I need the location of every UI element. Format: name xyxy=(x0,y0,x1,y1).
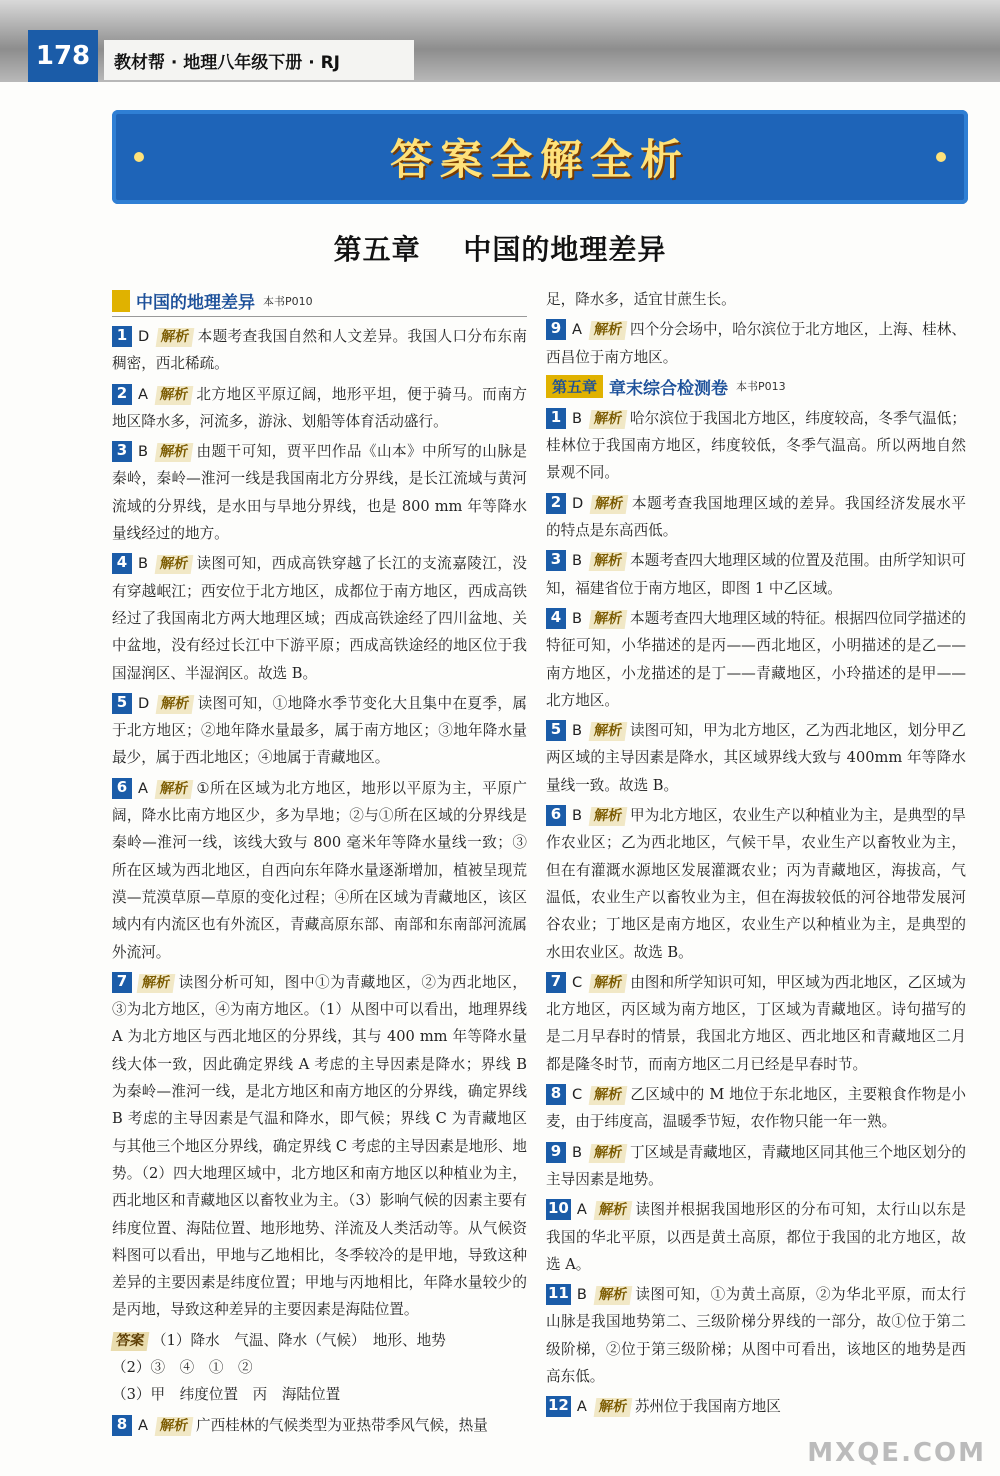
chapter-name: 中国的地理差异 xyxy=(463,233,667,266)
continued-text: 足，降水多，适宜甘蔗生长。 xyxy=(546,291,736,308)
item-number: 6 xyxy=(546,805,566,826)
answer-item xyxy=(546,1139,966,1194)
item-number: 7 xyxy=(112,972,132,993)
answer-item xyxy=(546,547,966,602)
analysis-tag: 解析 xyxy=(137,974,176,993)
chapter-number: 第五章 xyxy=(333,233,421,266)
key-answer-line: （2）③ ④ ① ② xyxy=(112,1358,253,1376)
item-text: 读图并根据我国地形区的分布可知，太行山以东是我国的华北平原，以西是黄土高原，都位于我国的北方地区，故选 A。 xyxy=(546,1201,966,1273)
item-number: 8 xyxy=(112,1415,132,1436)
answer-item xyxy=(546,1281,966,1390)
answer-item xyxy=(112,438,527,547)
item-number: 2 xyxy=(112,384,132,405)
review-section-title: 章末综合检测卷 xyxy=(609,378,729,399)
item-answer: D xyxy=(138,694,150,712)
item-text: ①所在区域为北方地区，地形以平原为主，平原广阔，降水比南方地区少，多为旱地；②与①所在区域的分界线是秦岭—淮河一线，该线大致与 800 毫米年等降水量线一致；③所在区域为西北地区，自西向东年降水量逐渐增加，植被呈现荒漠—荒漠草原—草原的变化过程；④所在区域为青藏地区，该区域内有内流区也有外流区，青藏高原东部、南部和东南部河流属外流河。 xyxy=(112,779,527,961)
answer-item xyxy=(546,405,966,487)
item-answer: B xyxy=(576,1286,587,1304)
right-column xyxy=(546,286,966,1424)
item-answer: B xyxy=(572,609,583,627)
item-number: 8 xyxy=(546,1084,566,1105)
item-answer: B xyxy=(572,807,583,825)
key-answer-tag: 答案 xyxy=(111,1332,150,1351)
right-answer-list xyxy=(546,405,966,1421)
review-section-heading xyxy=(546,374,966,399)
item-text: 读图可知，甲为北方地区，乙为西北地区，划分甲乙两区域的主导因素是降水，其区域界线大致与 400mm 年等降水量线一致。故选 B。 xyxy=(546,722,966,794)
item-answer: D xyxy=(138,328,150,345)
item-number: 2 xyxy=(546,493,566,514)
analysis-tag: 解析 xyxy=(589,1086,628,1105)
analysis-tag: 解析 xyxy=(594,1286,633,1305)
key-answer-block xyxy=(112,1327,527,1409)
item-answer: B xyxy=(572,1143,583,1161)
item-answer: A xyxy=(576,1201,587,1219)
analysis-tag: 解析 xyxy=(589,410,628,429)
item-text: 读图分析可知，图中①为青藏地区，②为西北地区，③为北方地区，④为南方地区。（1）从图中可以看出，地理界线 A 为北方地区与西北地区的分界线，其与 400 mm 年等降水量线大体一致，因此确定界线 A 考虑的主导因素是降水；界线 B 为秦岭—淮河一线，是北方地区和南方地区的分界线，确定界线 B 考虑的主导因素是气温和降水，即气候；界线 C 为青藏地区与其他三个地区分界线，确定界线 C 考虑的主导因素是地形、地势。（2）四大地理区域中，北方地区和南方地区以种植业为主，西北地区和青藏地区以畜牧业为主。（3）影响气候的因素主要有纬度位置、海陆位置、地形地势、洋流及人类活动等。从气候资料图可以看出，甲地与乙地相比，冬季较冷的是甲地，导致这种差异的主要因素是纬度位置；甲地与丙地相比，年降水量较少的是丙地，导致这种差异的主要因素是海陆位置。 xyxy=(112,973,527,1319)
answer-item xyxy=(546,316,966,371)
item-answer: D xyxy=(572,494,584,512)
analysis-tag: 解析 xyxy=(156,695,195,714)
key-answer-line: （1）降水 气温、降水（气候） 地形、地势 xyxy=(152,1331,446,1349)
answer-item xyxy=(546,717,966,799)
item-text: 由图和所学知识可知，甲区域为西北地区，乙区域为北方地区，丙区域为南方地区，丁区域为青藏地区。诗句描写的是二月早春时的情景，我国北方地区、西北地区和青藏地区二月都是隆冬时节，而南方地区二月已经是早春时节。 xyxy=(546,973,966,1073)
analysis-tag: 解析 xyxy=(156,328,195,347)
item-text: 广西桂林的气候类型为亚热带季风气候，热量 xyxy=(195,1416,488,1434)
item-text: 四个分会场中，哈尔滨位于北方地区，上海、桂林、西昌位于南方地区。 xyxy=(546,321,966,366)
banner-dot-left xyxy=(134,152,144,162)
answer-item xyxy=(112,381,527,436)
banner-dot-right xyxy=(936,152,946,162)
item-number: 12 xyxy=(546,1396,571,1417)
answer-item xyxy=(546,1196,966,1278)
item-text: 本题考查四大地理区域的特征。根据四位同学描述的特征可知，小华描述的是丙——西北地区，小明描述的是乙——南方地区，小龙描述的是丁——青藏地区，小玲描述的是甲——北方地区。 xyxy=(546,609,966,709)
item-answer: B xyxy=(138,443,149,461)
analysis-tag: 解析 xyxy=(594,1201,633,1220)
left-column xyxy=(112,286,527,1442)
item-text: 本题考查我国地理区域的差异。我国经济发展水平的特点是东高西低。 xyxy=(546,494,966,540)
item-number: 5 xyxy=(112,693,132,714)
item-number: 9 xyxy=(546,1142,566,1163)
item-answer: A xyxy=(138,779,148,797)
item-text: 哈尔滨位于我国北方地区，纬度较高，冬季气温低；桂林位于我国南方地区，纬度较低，冬季气温高。所以两地自然景观不同。 xyxy=(546,409,966,482)
analysis-tag: 解析 xyxy=(590,495,629,514)
item-number: 3 xyxy=(546,550,566,571)
analysis-tag: 解析 xyxy=(155,1417,194,1436)
item-text: 本题考查四大地理区域的位置及范围。由所学知识可知，福建省位于南方地区，即图 1 中乙区域。 xyxy=(546,552,966,597)
item-number: 4 xyxy=(112,553,132,574)
answer-item xyxy=(546,802,966,966)
item-text: 由题干可知，贾平凹作品《山本》中所写的山脉是秦岭，秦岭—淮河一线是我国南北方分界线，是长江流域与黄河流域的分界线，是水田与旱地分界线，也是 800 mm 年等降水量线经过的地方。 xyxy=(112,443,527,543)
item-answer: A xyxy=(576,1398,587,1416)
item-answer: B xyxy=(572,722,583,740)
item-number: 3 xyxy=(112,441,132,462)
item-text: 北方地区平原辽阔，地形平坦，便于骑马。而南方地区降水多，河流多，游泳、划船等体育活动盛行。 xyxy=(112,385,527,430)
item-answer: B xyxy=(138,555,149,573)
answer-item xyxy=(112,775,527,966)
item-text: 丁区域是青藏地区，青藏地区同其他三个地区划分的主导因素是地势。 xyxy=(546,1143,966,1188)
item-text: 读图可知，①为黄土高原，②为华北平原，而太行山脉是我国地势第二、三级阶梯分界线的一部分，故①位于第二级阶梯，②位于第三级阶梯；从图中可看出，该地区的地势是西高东低。 xyxy=(546,1286,966,1385)
section-title: 中国的地理差异 xyxy=(136,293,255,313)
answer-item xyxy=(546,490,966,545)
analysis-tag: 解析 xyxy=(589,722,628,741)
item-number: 1 xyxy=(112,326,132,347)
answer-item xyxy=(546,1081,966,1136)
item-answer: B xyxy=(572,552,583,570)
item-text: 本题考查我国自然和人文差异。我国人口分布东南稠密，西北稀疏。 xyxy=(112,328,527,373)
item-text: 甲为北方地区，农业生产以种植业为主，是典型的旱作农业区；乙为西北地区，气候干旱，农业生产以畜牧业为主，但在有灌溉水源地区发展灌溉农业；丙为青藏地区，海拔高，气温低，农业生产以畜牧业为主，但在海拔较低的河谷地带发展河谷农业；丁地区是南方地区，农业生产以种植业为主，是典型的水田农业区。故选 B。 xyxy=(546,807,966,961)
analysis-tag: 解析 xyxy=(589,974,628,993)
answer-item xyxy=(112,690,527,772)
answer-banner xyxy=(112,110,968,204)
item-number: 7 xyxy=(546,972,566,993)
section-ref: 本书P010 xyxy=(263,294,313,308)
analysis-tag: 解析 xyxy=(155,386,194,405)
page-number: 178 xyxy=(28,30,98,82)
item-text: 苏州位于我国南方地区 xyxy=(634,1398,781,1416)
item-answer: A xyxy=(138,1416,148,1434)
section-marker-icon xyxy=(112,290,130,312)
answer-item xyxy=(546,1393,966,1420)
item-answer: C xyxy=(572,973,583,991)
analysis-tag: 解析 xyxy=(155,555,194,574)
item-text: 读图可知，①地降水季节变化大且集中在夏季，属于北方地区；②地年降水量最多，属于南方地区；③地年降水量最少，属于西北地区；④地属于青藏地区。 xyxy=(112,694,527,767)
answer-item xyxy=(546,969,966,1078)
analysis-tag: 解析 xyxy=(589,1144,628,1163)
running-title: 教材帮 · 地理八年级下册 · RJ xyxy=(104,40,414,80)
item-answer: A xyxy=(572,321,582,339)
answer-item xyxy=(112,969,527,1324)
banner-title: 答案全解全析 xyxy=(389,135,690,184)
analysis-tag: 解析 xyxy=(589,552,628,571)
analysis-tag: 解析 xyxy=(589,807,628,826)
analysis-tag: 解析 xyxy=(155,780,194,799)
analysis-tag: 解析 xyxy=(589,321,628,340)
analysis-tag: 解析 xyxy=(589,610,628,629)
item-answer: C xyxy=(572,1086,583,1104)
item-number: 9 xyxy=(546,319,566,340)
item-number: 10 xyxy=(546,1199,571,1220)
item-number: 5 xyxy=(546,720,566,741)
item-number: 6 xyxy=(112,778,132,799)
item-answer: B xyxy=(572,409,583,427)
answer-item xyxy=(112,323,527,378)
answer-item xyxy=(546,605,966,714)
review-section-ref: 本书P013 xyxy=(736,380,786,394)
item-answer: A xyxy=(138,385,148,403)
item-number: 4 xyxy=(546,608,566,629)
section-heading xyxy=(112,288,527,317)
chapter-heading xyxy=(0,228,1000,268)
item-text: 乙区域中的 M 地位于东北地区，主要粮食作物是小麦，由于纬度高，温暖季节短，农作物只能一年一熟。 xyxy=(546,1086,966,1131)
left-answer-list xyxy=(112,323,527,1439)
item-number: 1 xyxy=(546,408,566,429)
analysis-tag: 解析 xyxy=(594,1398,633,1417)
chapter-tag: 第五章 xyxy=(546,375,603,398)
item-number: 11 xyxy=(546,1284,571,1305)
answer-item xyxy=(112,1412,527,1439)
answer-item xyxy=(112,550,527,686)
item-text: 读图可知，西成高铁穿越了长江的支流嘉陵江，没有穿越岷江；西安位于北方地区，成都位于南方地区，西成高铁经过了我国南北方两大地理区域；西成高铁途经了四川盆地、关中盆地，没有经过长江中下游平原；西成高铁途经的地区位于我国湿润区、半湿润区。故选 B。 xyxy=(112,555,527,682)
key-answer-line: （3）甲 纬度位置 丙 海陆位置 xyxy=(112,1386,341,1404)
watermark: MXQE.COM xyxy=(807,1438,986,1468)
analysis-tag: 解析 xyxy=(155,443,194,462)
